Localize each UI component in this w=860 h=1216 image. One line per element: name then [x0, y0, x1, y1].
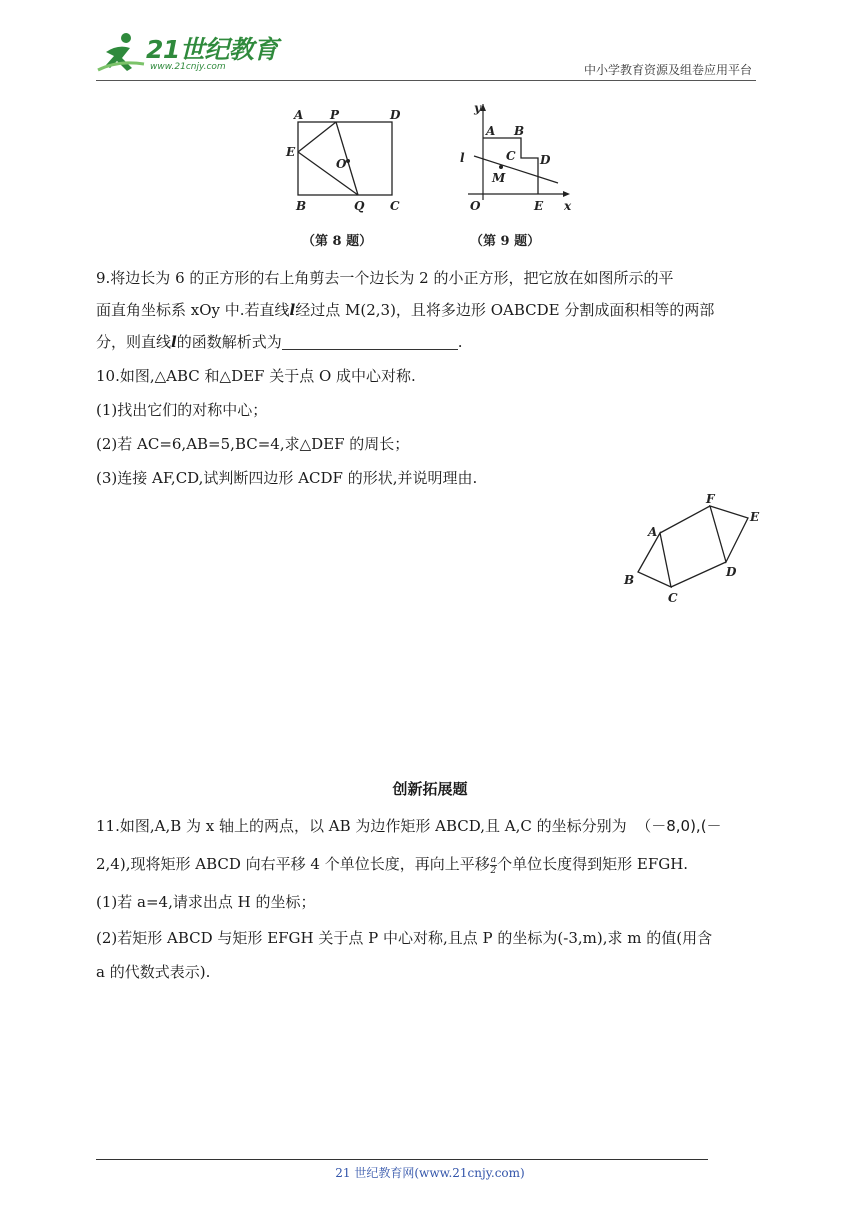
figure-10 [618, 490, 768, 606]
logo-url: www.21cnjy.com [150, 62, 226, 72]
q9-line-3-b: 的函数解析式为 [176, 333, 282, 351]
fig9-label-O: O [470, 199, 481, 213]
page-header [0, 0, 860, 82]
fig10-label-F: F [706, 492, 715, 506]
figure-9-caption: （第 9 题） [470, 234, 541, 249]
fig10-label-B: B [624, 573, 635, 587]
q11-line-2-a: 2,4),现将矩形 ABCD 向右平移 4 个单位长度，再向上平移 [96, 855, 490, 873]
figure-9-diagram [454, 100, 578, 218]
q11-line-1 [96, 810, 766, 842]
figure-10-diagram [618, 490, 768, 606]
fig9-label-D: D [540, 153, 551, 167]
fig9-label-E: E [534, 199, 544, 213]
fig10-label-D: D [726, 565, 737, 579]
fig8-label-Q: Q [354, 199, 365, 213]
figure-8-caption: （第 8 题） [302, 234, 373, 249]
figure-8-diagram [284, 104, 414, 216]
fig8-label-D: D [390, 108, 401, 122]
fig9-label-A: A [486, 124, 496, 138]
q9-line-2-b: 经过点 M(2,3)，且将多边形 OABCDE 分割成面积相等的两部 [295, 301, 715, 319]
q11-part-2-cont: a 的代数式表示). [96, 963, 211, 981]
fig10-label-E: E [750, 510, 760, 524]
fraction-numerator: a [490, 854, 497, 865]
q11-part-1: (1)若 a=4,请求出点 H 的坐标； [96, 893, 316, 911]
fig10-label-C: C [668, 591, 678, 605]
footer-divider [96, 1159, 708, 1160]
q10-part-2: (2)若 AC=6,AB=5,BC=4,求△DEF 的周长； [96, 435, 410, 453]
q11-line-2 [96, 848, 766, 880]
fig9-label-x: x [564, 199, 572, 213]
line-l-symbol-2: l [171, 333, 177, 351]
section-title: 创新拓展题 [392, 780, 468, 798]
fig9-label-B: B [514, 124, 525, 138]
fig8-label-A: A [294, 108, 304, 122]
fig9-label-l: l [460, 151, 465, 165]
fig8-label-B: B [296, 199, 307, 213]
q9-line-3-a: 分，则直线 [96, 333, 172, 351]
q11-line-1-a: 11.如图,A,B 为 x 轴上的两点，以 AB 为边作矩形 ABCD,且 A,C 的坐标分别为 [96, 817, 627, 835]
answer-blank[interactable] [282, 331, 458, 350]
figure-8 [284, 104, 414, 216]
q9-line-3 [96, 326, 766, 358]
fig8-label-E: E [286, 145, 296, 159]
q10-intro: 10.如图,△ABC 和△DEF 关于点 O 成中心对称. [96, 367, 416, 385]
q11-part-2: (2)若矩形 ABCD 与矩形 EFGH 关于点 P 中心对称,且点 P 的坐标为(-3,m),求 m 的值(用含 [96, 929, 713, 947]
fig9-label-y: y [474, 101, 481, 115]
q11-line-1-b: （－8,0),(－ [636, 817, 722, 835]
figure-9 [454, 100, 578, 218]
site-logo [96, 30, 278, 78]
platform-tagline: 中小学教育资源及组卷应用平台 [583, 63, 752, 77]
q10-part-3: (3)连接 AF,CD,试判断四边形 ACDF 的形状,并说明理由. [96, 469, 478, 487]
fig10-label-A: A [648, 525, 658, 539]
fig8-label-O: O [336, 157, 347, 171]
line-l-symbol: l [289, 301, 296, 319]
q9-line-3-end: . [457, 333, 463, 351]
fraction-a-over-2 [490, 855, 497, 876]
header-divider [96, 80, 756, 81]
footer-text: 21 世纪教育网(www.21cnjy.com) [335, 1166, 525, 1180]
q9-line-2-a: 面直角坐标系 xOy 中.若直线 [96, 301, 290, 319]
q11-line-2-b: 个单位长度得到矩形 EFGH. [497, 855, 689, 873]
fraction-denominator: 2 [490, 865, 497, 876]
fig8-label-P: P [330, 108, 340, 122]
runner-icon [96, 30, 148, 76]
q9-line-2 [96, 294, 766, 326]
fig9-label-M: M [492, 171, 506, 185]
fig9-label-C: C [506, 149, 516, 163]
q10-part-1: (1)找出它们的对称中心； [96, 401, 268, 419]
q9-line-1: 9.将边长为 6 的正方形的右上角剪去一个边长为 2 的小正方形，把它放在如图所示的平 [96, 269, 674, 287]
fig8-label-C: C [390, 199, 400, 213]
logo-text: 21世纪教育 [146, 35, 278, 64]
